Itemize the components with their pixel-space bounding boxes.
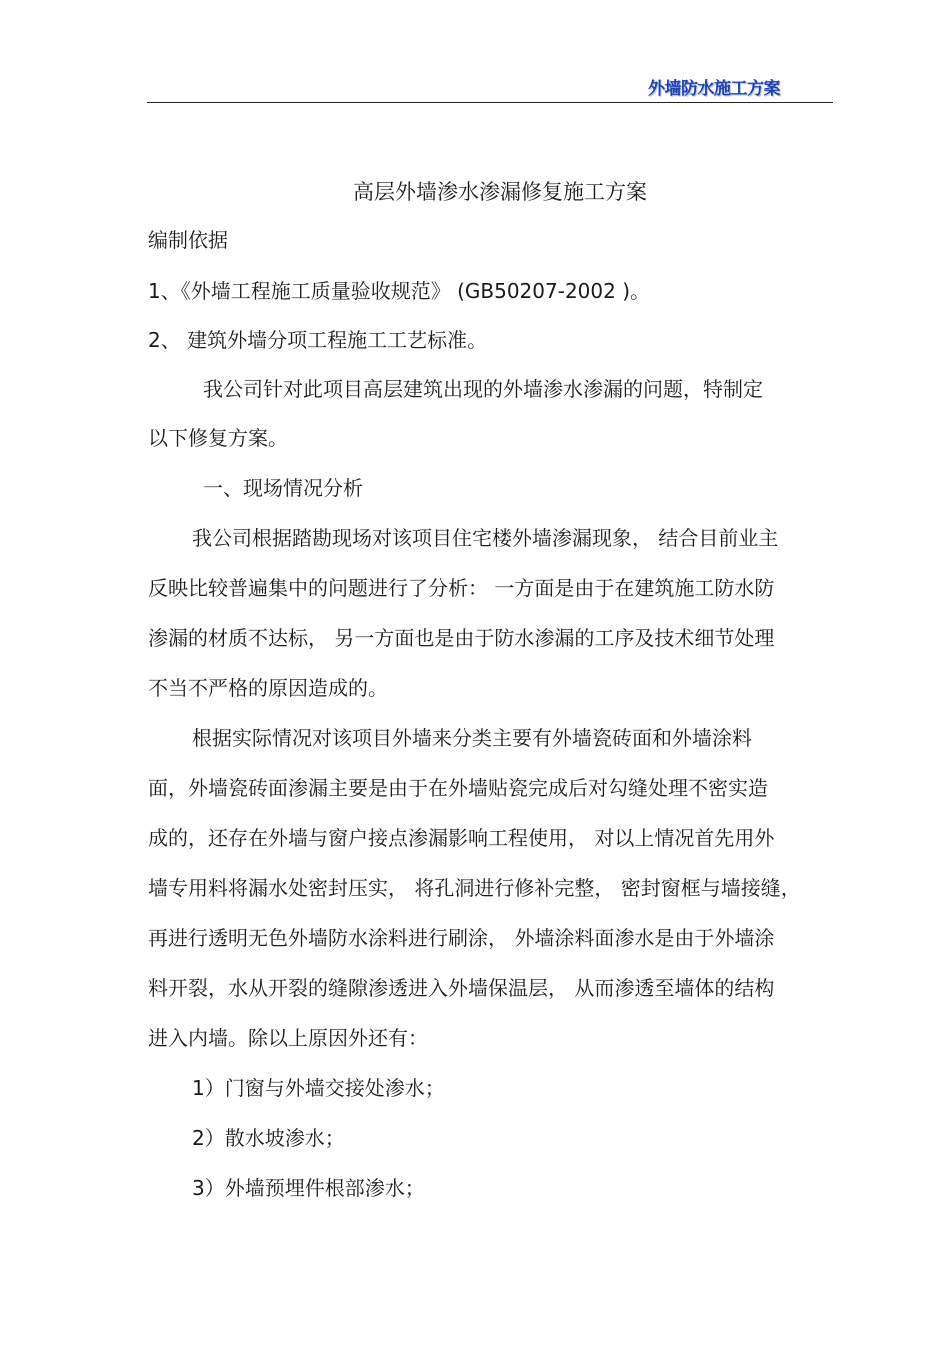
para-2-line-2: 面，外墙瓷砖面渗漏主要是由于在外墙贴瓷完成后对勾缝处理不密实造 <box>148 776 768 800</box>
para-2-line-5: 再进行透明无色外墙防水涂料进行刷涂， 外墙涂料面渗水是由于外墙涂 <box>148 926 775 950</box>
list-item: 3）外墙预埋件根部渗水； <box>192 1176 425 1200</box>
list-item: 2）散水坡渗水； <box>192 1126 345 1150</box>
header-rule <box>147 102 833 103</box>
para-1-line-3: 渗漏的材质不达标， 另一方面也是由于防水渗漏的工序及技术细节处理 <box>148 626 775 650</box>
para-2-line-4: 墙专用料将漏水处密封压实， 将孔洞进行修补完整， 密封窗框与墙接缝， <box>148 876 801 900</box>
list-item: 1）门窗与外墙交接处渗水； <box>192 1076 445 1100</box>
para-1-line-4: 不当不严格的原因造成的。 <box>148 676 388 700</box>
para-2-line-7: 进入内墙。除以上原因外还有： <box>148 1026 428 1050</box>
para-1-line-2: 反映比较普遍集中的问题进行了分析： 一方面是由于在建筑施工防水防 <box>148 576 775 600</box>
basis-item-2: 2、 建筑外墙分项工程施工工艺标准。 <box>148 328 488 352</box>
para-2-line-6: 料开裂，水从开裂的缝隙渗透进入外墙保温层， 从而渗透至墙体的结构 <box>148 976 775 1000</box>
intro-line-2: 以下修复方案。 <box>148 426 288 450</box>
para-1-line-1: 我公司根据踏勘现场对该项目住宅楼外墙渗漏现象， 结合目前业主 <box>192 526 779 550</box>
para-2-line-3: 成的，还存在外墙与窗户接点渗漏影响工程使用， 对以上情况首先用外 <box>148 826 775 850</box>
intro-line-1: 我公司针对此项目高层建筑出现的外墙渗水渗漏的问题，特制定 <box>203 377 763 401</box>
header-title: 外墙防水施工方案 <box>648 79 780 99</box>
basis-item-1: 1、《外墙工程施工质量验收规范》 (GB50207-2002 )。 <box>148 279 651 303</box>
para-2-line-1: 根据实际情况对该项目外墙来分类主要有外墙瓷砖面和外墙涂料 <box>192 726 752 750</box>
section-1-heading: 一、现场情况分析 <box>203 476 363 500</box>
document-title: 高层外墙渗水渗漏修复施工方案 <box>353 180 647 204</box>
basis-heading: 编制依据 <box>148 228 228 252</box>
